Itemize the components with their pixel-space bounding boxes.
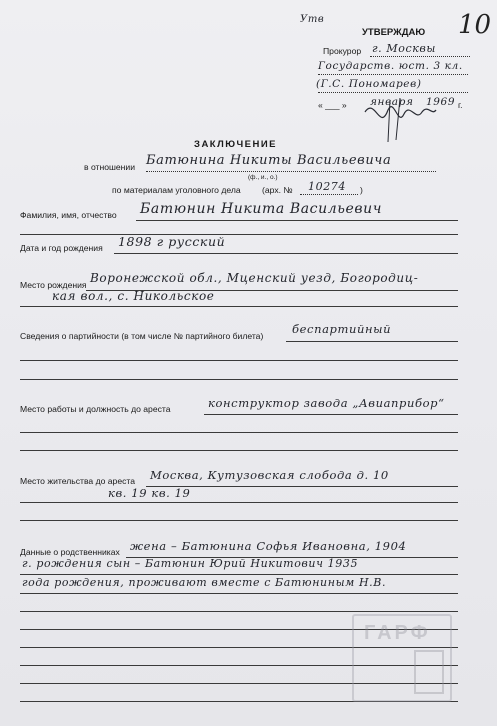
residence-handwriting-1: Москва, Кутузовская слобода д. 10 bbox=[150, 468, 389, 482]
party-line bbox=[286, 341, 458, 342]
approval-signature-icon bbox=[360, 92, 440, 147]
rule-line bbox=[20, 611, 458, 612]
regarding-handwriting: Батюнина Никиты Васильевича bbox=[146, 153, 392, 168]
name-line bbox=[136, 220, 458, 221]
page-number: 10 bbox=[458, 10, 492, 40]
relatives-label: Данные о родственниках bbox=[20, 547, 120, 557]
rule-line bbox=[20, 379, 458, 380]
document-title: ЗАКЛЮЧЕНИЕ bbox=[194, 139, 277, 150]
relatives-handwriting-2: г. рождения сын – Батюнин Юрий Никитович 1935 bbox=[22, 557, 359, 570]
archive-number-handwriting: 10274 bbox=[308, 180, 346, 193]
date-month-handwriting: января bbox=[370, 96, 414, 108]
name-handwriting: Батюнин Никита Васильевич bbox=[140, 201, 383, 217]
relatives-handwriting-3: года рождения, проживают вместе с Батюниным Н.В. bbox=[22, 576, 387, 589]
prosecutor-handwriting: г. Москвы bbox=[372, 42, 436, 55]
archive-close: ) bbox=[360, 185, 363, 195]
date-suffix: г. bbox=[458, 100, 463, 110]
approval-title: УТВЕРЖДАЮ bbox=[362, 27, 426, 38]
party-handwriting: беспартийный bbox=[292, 322, 392, 336]
relatives-handwriting-1: жена – Батюнина Софья Ивановна, 1904 bbox=[130, 539, 407, 553]
rule-line bbox=[20, 520, 458, 521]
birth-label: Дата и год рождения bbox=[20, 243, 103, 253]
case-label: по материалам уголовного дела bbox=[112, 185, 241, 195]
rule-line bbox=[20, 360, 458, 361]
signatory-handwriting: (Г.С. Пономарев) bbox=[316, 78, 422, 90]
rule-line bbox=[20, 234, 458, 235]
birthplace-label: Место рождения bbox=[20, 280, 87, 290]
work-handwriting: конструктор завода „Авиаприбор“ bbox=[208, 396, 445, 410]
date-year-handwriting: 1969 bbox=[426, 96, 456, 108]
prosecutor-label: Прокурор bbox=[323, 46, 362, 56]
prosecutor-dotted-line bbox=[370, 56, 470, 57]
rule-line bbox=[20, 450, 458, 451]
birthplace-handwriting-1: Воронежской обл., Мценский уезд, Богородиц- bbox=[90, 271, 419, 285]
relatives-line-3 bbox=[20, 593, 458, 594]
stamp-text: ГАРФ bbox=[364, 622, 431, 644]
residence-line-2 bbox=[20, 502, 458, 503]
rule-line bbox=[20, 432, 458, 433]
archive-stamp bbox=[352, 614, 452, 702]
fio-note: (ф., и., о.) bbox=[248, 174, 278, 181]
birth-line bbox=[114, 253, 458, 254]
rank-handwriting: Государств. юст. 3 кл. bbox=[318, 60, 463, 72]
residence-label: Место жительства до ареста bbox=[20, 476, 136, 486]
name-label: Фамилия, имя, отчество bbox=[20, 210, 117, 220]
resolution-handwriting: Утв bbox=[300, 14, 325, 25]
regarding-label: в отношении bbox=[84, 162, 136, 172]
rank-dotted-line bbox=[318, 74, 468, 75]
birth-handwriting: 1898 г русский bbox=[118, 234, 226, 249]
work-label: Место работы и должность до ареста bbox=[20, 404, 171, 414]
birthplace-line-2 bbox=[20, 306, 458, 307]
work-line bbox=[204, 414, 458, 415]
birthplace-handwriting-2: кая вол., с. Никольское bbox=[52, 289, 215, 303]
party-label: Сведения о партийности (в том числе № партийного билета) bbox=[20, 331, 264, 341]
residence-line-1 bbox=[146, 486, 458, 487]
residence-handwriting-2: кв. 19 кв. 19 bbox=[108, 486, 191, 500]
archive-dotted-line bbox=[300, 194, 358, 195]
date-prefix: « ___ » bbox=[318, 100, 347, 110]
stamp-box-icon bbox=[414, 650, 444, 694]
archive-label: (арх. № bbox=[262, 185, 293, 195]
relatives-line-2 bbox=[20, 574, 458, 575]
regarding-dotted-line bbox=[146, 171, 436, 172]
